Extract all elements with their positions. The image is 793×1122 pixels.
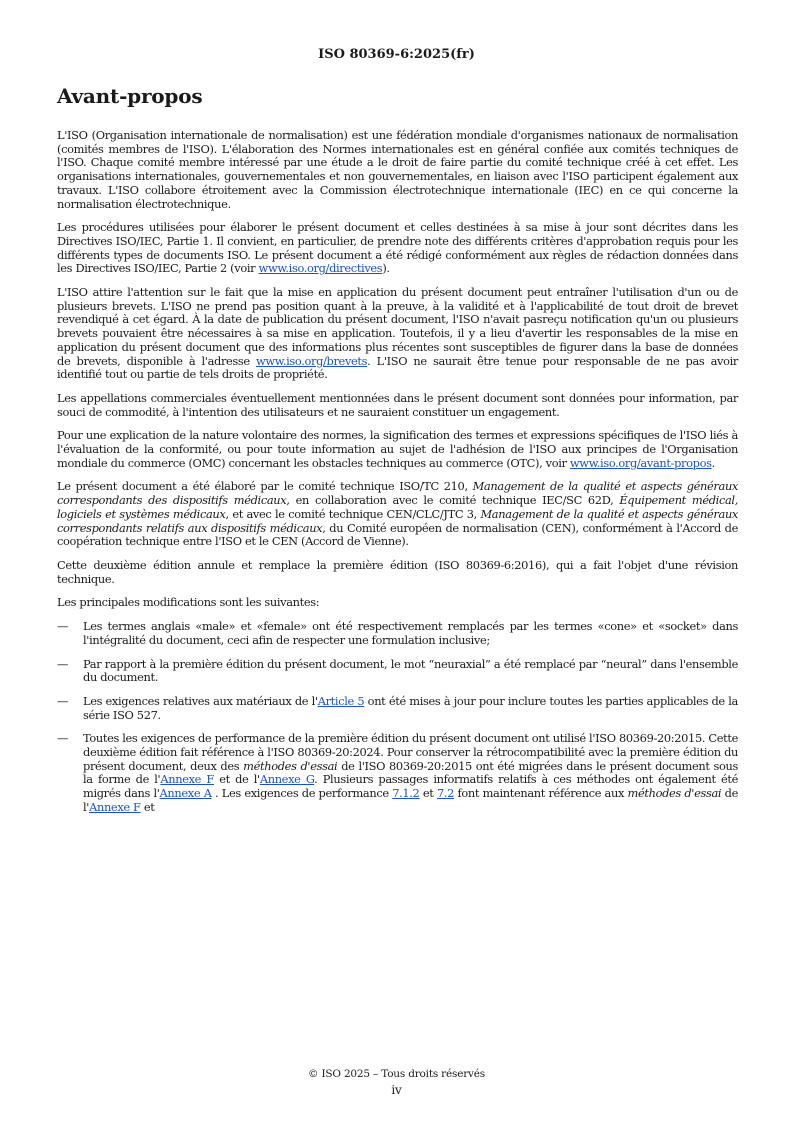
paragraph-procedures xyxy=(57,221,738,276)
list-item-text-a: Toutes les exigences de performance de la première édition du présent document ont utilisé l'ISO 80369-20:2015. Cette deuxième édition fait référence à l'ISO 80369-20:2024. Pour conserver la rétrocompatibilité avec la première édition du présent document, deux des xyxy=(83,731,738,773)
link-iso-foreword[interactable]: www.iso.org/avant-propos xyxy=(569,455,712,470)
paragraph-procedures-end: ). xyxy=(382,261,390,276)
list-item-text: Par rapport à la première édition du présent document, le mot “neuraxial” a été remplacé par “neural” dans l'ensemble du document. xyxy=(83,656,738,685)
list-item xyxy=(57,695,738,722)
committee-title-tc210: Management de la qualité et aspects généraux correspondants des dispositifs médicaux xyxy=(57,479,739,508)
paragraph-patents-text: L'ISO attire l'attention sur le fait que la mise en application du présent document peut entraîner l'utilisation d'un ou de plusieurs brevets. L'ISO ne prend pas position quant à la preuve, à la validité et à l'applicabilité de tout droit de brevet revendiqué à cet égard. À la date de publication du présent document, l'ISO n'avait pasreçu notification qu'un ou plusieurs brevets pouvaient être nécessaires à sa mise en application. Toutefois, il y a lieu d'avertir les responsables de la mise en application du présent document que des informations plus récentes sont susceptibles de figurer dans la base de données de brevets, disponible à l'adresse xyxy=(57,285,738,368)
paragraph-edition: Cette deuxième édition annule et remplace la première édition (ISO 80369-6:2016), qui a fait l'objet d'une révision technique. xyxy=(57,557,738,586)
changes-list xyxy=(57,620,738,814)
paragraph-procedures-text: Les procédures utilisées pour élaborer le présent document et celles destinées à sa mise à jour sont décrites dans les Directives ISO/IEC, Partie 1. Il convient, en particulier, de prendre note des différents critères d'approbation requis pour les différents types de documents ISO. Le présent document a été rédigé conformément aux règles de rédaction données dans les Directives ISO/IEC, Partie 2 (voir xyxy=(57,220,738,276)
committee-title-sc62d: Équipement médical, logiciels et systèmes médicaux xyxy=(57,493,738,521)
list-item xyxy=(57,620,738,647)
list-item-text-g: font maintenant référence aux xyxy=(454,786,628,801)
document-identifier: ISO 80369-6:2025(fr) xyxy=(318,47,475,62)
link-annex-f[interactable]: Annexe F xyxy=(89,799,141,814)
copyright-notice: © ISO 2025 – Tous droits réservés xyxy=(308,1068,485,1080)
list-item-text-f: et xyxy=(419,786,437,801)
paragraph-patents xyxy=(57,286,738,382)
committee-text-e: , et avec le comité technique CEN/CLC/JTC 3, xyxy=(225,506,481,521)
link-annex-f[interactable]: Annexe F xyxy=(160,772,214,787)
dash-bullet: — xyxy=(57,693,69,708)
list-item xyxy=(57,658,738,685)
list-item-text-e: . Les exigences de performance xyxy=(211,786,393,801)
list-item-text-a: Les exigences relatives aux matériaux de l' xyxy=(83,693,318,708)
paragraph-trade-names: Les appellations commerciales éventuellement mentionnées dans le présent document sont données pour information, par souci de commodité, à l'intention des utilisateurs et ne sauraient constituer un engagement. xyxy=(57,390,738,419)
list-item-text: Les termes anglais «male» et «female» ont été respectivement remplacés par les termes «cone» et «socket» dans l'intégralité du document, ceci afin de respecter une formulation inclusive; xyxy=(83,619,738,647)
link-annex-a[interactable]: Annexe A xyxy=(159,786,212,801)
page-title: Avant-propos xyxy=(57,84,203,108)
link-article-5[interactable]: Article 5 xyxy=(317,693,365,708)
link-clause-7-2[interactable]: 7.2 xyxy=(437,786,455,801)
link-iso-directives[interactable]: www.iso.org/directives xyxy=(258,261,383,276)
committee-text-c: , en collaboration avec le comité technique IEC/SC 62D, xyxy=(286,493,620,508)
paragraph-iso-description: L'ISO (Organisation internationale de normalisation) est une fédération mondiale d'organismes nationaux de normalisation (comités membres de l'ISO). L'élaboration des Normes internationales est en général confiée aux comités techniques de l'ISO. Chaque comité membre intéressé par une étude a le droit de faire partie du comité technique créé à cet effet. Les organisations internationales, gouvernementales et non gouvernementales, en liaison avec l'ISO participent également aux travaux. L'ISO collabore étroitement avec la Commission électrotechnique internationale (IEC) en ce qui concerne la normalisation électrotechnique. xyxy=(57,128,738,211)
committee-text-a: Le présent document a été élaboré par le comité technique ISO/TC 210, xyxy=(57,479,473,494)
page-footer xyxy=(0,1067,793,1097)
link-annex-g[interactable]: Annexe G xyxy=(259,772,315,787)
list-item-text-d: . Plusieurs passages informatifs relatifs à ces méthodes ont également été migrés dans l' xyxy=(83,772,739,801)
paragraph-voluntary-nature xyxy=(57,429,738,470)
foreword-body xyxy=(57,129,738,825)
paragraph-voluntary-text: Pour une explication de la nature volontaire des normes, la signification des termes et expressions spécifiques de l'ISO liés à l'évaluation de la conformité, ou pour toute information au sujet de l'adhésion de l'ISO aux principes de l'Organisation mondiale du commerce (OMC) concernant les obstacles techniques au commerce (OTC), voir xyxy=(57,428,738,470)
page-number: iv xyxy=(391,1083,402,1097)
list-item-text-i: et xyxy=(140,799,155,814)
paragraph-patents-end: . L'ISO ne saurait être tenue pour responsable de ne pas avoir identifié tout ou partie de tels droits de propriété. xyxy=(57,353,738,382)
link-iso-patents[interactable]: www.iso.org/brevets xyxy=(256,353,368,368)
list-item-text-h: de l' xyxy=(83,786,738,814)
paragraph-changes-intro: Les principales modifications sont les suivantes: xyxy=(57,595,320,610)
dash-bullet: — xyxy=(57,656,69,671)
list-item-text-c: et de l' xyxy=(213,772,260,787)
dash-bullet: — xyxy=(57,731,69,746)
committee-title-jtc3: Management de la qualité et aspects généraux correspondants relatifs aux dispositifs médicaux xyxy=(57,506,739,535)
list-item-text-b: de l'ISO 80369-20:2015 ont été migrées dans le présent document sous la forme de l' xyxy=(83,758,738,787)
link-clause-7-1-2[interactable]: 7.1.2 xyxy=(392,786,420,801)
dash-bullet: — xyxy=(57,619,69,634)
paragraph-committee xyxy=(57,480,738,549)
test-methods-term: méthodes d'essai xyxy=(627,786,722,801)
list-item xyxy=(57,732,738,814)
committee-text-g: , du Comité européen de normalisation (CEN), conformément à l'Accord de coopération technique entre l'ISO et le CEN (Accord de Vienne). xyxy=(57,520,738,549)
test-methods-term: méthodes d'essai xyxy=(243,758,338,773)
list-item-text-b: ont été mises à jour pour inclure toutes les parties applicables de la série ISO 527. xyxy=(83,693,738,722)
paragraph-voluntary-end: . xyxy=(711,455,715,470)
